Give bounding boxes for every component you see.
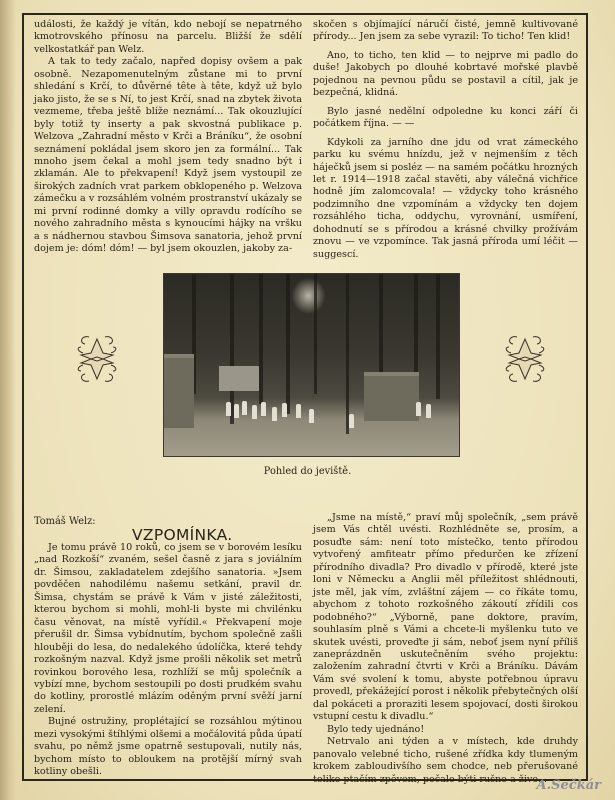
scan-signature: A.Sečkár xyxy=(536,778,601,793)
paragraph: Bylo tedy ujednáno! xyxy=(327,723,425,735)
paragraph: Bylo jasné nedělní odpoledne ku konci září či počátkem října. — — xyxy=(313,105,578,130)
article-author: Tomáš Welz: xyxy=(34,516,96,527)
paragraph: Ano, to ticho, ten klid — to nejprve mi padlo do duše! Jakobych po dlouhé kobrtavé mořské plavbě pojednou na pevnou půdu se postavil a cítil, jak je bezpečná, klidná. xyxy=(313,49,578,99)
text-column-bottom-left xyxy=(34,542,302,779)
page-binding-shadow xyxy=(0,0,16,800)
text-column-bottom-right xyxy=(313,512,578,786)
paragraph: události, že každý je vítán, kdo nebojí se nepatrného kmotrovského přínosu na parcelu. Bližší že sdělí velkostatkář pan Welz. xyxy=(34,19,302,55)
paragraph: „Jsme na místě,“ praví můj společník, „sem právě jsem Vás chtěl uvésti. Rozhlédněte se, prosím, a posuďte sám: není toto místečko, tento přírodou vytvořený amfiteatr přímo předurčen ke zřízení přírodního divadla? Pro divadlo v přírodě, které jste loni v Německu a Anglii měl příležitost shlédnouti, jste měl, jak vím, zvláštní zájem — co říkáte tomu, abychom z tohoto rozkošného zákoutí zřídili cos podobného?“ „Výborně, pane doktore, pravím, souhlasím plně s Vámi a chcete-li myšlenku tuto ve skutek uvésti, proveďte ji sám, neboť jsem nyní příliš zaneprázdněn uskutečněním svého projektu: založením zahradní čtvrti v Krči a Bráníku. Dávám Vám své svolení k tomu, abyste potřebnou úpravu provedl, překážející porost i několik přebytečných olší dal pokáceti a proraziti lesem spojovací, dosti širokou vstupní cestu k divadlu.“ xyxy=(313,512,578,723)
article-title: VZPOMÍNKA. xyxy=(132,526,233,544)
paragraph: Bujné ostružiny, proplétající se rozsáhlou mýtinou mezi vysokými štíhlými olšemi a močálovitá půda úpatí svahu, po němž jsme opatrně sestupovali, nutily nás, bychom místo to obloukem na protější mírný svah kotliny obešli. xyxy=(34,716,302,778)
paragraph: Kdykoli za jarního dne jdu od vrat zámeckého parku ku svému hnízdu, jež v nejmenším z těch háječků jsem si posléz — na samém počátku hrozných let r. 1914—1918 začal stavěti, aby válečná vichřice hodně jím zalomcovala! — vždycky toho krásného podzimního dne vzpomínám a vždycky ten dojem rozsáhlého ticha, oddychu, vyrovnání, usmíření, dohodnutí se s přírodou a krásné chvilky prožívám znovu — ve vzpomínce. Tak jasná příroda umí léčit — suggescí. xyxy=(313,136,578,260)
paragraph: Je tomu právě 10 roků, co jsem se v borovém lesíku „nad Rozkoší“ zvaném, sešel časně z jara s joviálním dr. Šimsou, zakladatelem zdejšího sanatoria. »Jsem povděčen nahodilému našemu setkání, pravil dr. Šimsa, chystám se právě k Vám v jisté záležitosti, kterou bychom si mohli, mohl-li byste mi chvilénku času věnovat, na místě vyřídil.« Překvapení moje přerušil dr. Šimsa vybídnutím, bychom společně zašli hlouběji do lesa, do nedalekého údolíčka, které tehdy rozkošným nazval. Když jsme prošli několik set metrů rovinkou borového lesa, rozhlíží se můj společník a vybízí mne, bychom sestoupili po dosti prudkém svahu do kotliny, prorostlé mlázím oděným první svěží jarní zelení. xyxy=(34,542,302,715)
text-column-top-left xyxy=(34,19,302,256)
text-column-top-right xyxy=(313,19,578,261)
paragraph: A tak to tedy začalo, napřed dopisy ovšem a pak osobně. Nezapomenutelným zůstane mi to první shledání s Krčí, to důvěrné tête à tête, když už bylo jako jisto, že se s Ní, to jest Krčí, snad na zbytek života vezmeme, třeba ještě blíže neznámí... Tak okouzlující byly totiž ty inserty a pak skvostná publikace p. Welzova „Zahradní město v Krči a Bráníku“, že osobní seznámení pokládal jsem skoro jen za formální... Tak mnoho jsem čekal a mohl jsem tedy snadno být i zklamán. Ale to překvapení! Když jsem vystoupil ze širokých zadních vrat parkem obklopeného p. Welzova zámečku a v rozsáhlém volném prostranství ukázaly se mi první rodinné domky a villy opravdu rodícího se nového zahradního města s kynoucími hájky na vršku a s nádhernou stavbou Šimsova sanatoria, jehož první dojem je: dóm! dóm! — byl jsem okouzlen, jakoby za- xyxy=(34,56,302,255)
paragraph: skočen s objímající náručí čisté, jemně kultivované přírody... Jen jsem za sebe vyrazil: To ticho! Ten klid! xyxy=(313,19,578,43)
paragraph: Netrvalo ani týden a v místech, kde druhdy panovalo velebné ticho, rušené zřídka kdy tlumeným krokem zabloudivšího sem chodce, neb přerušované toliko ptačím zpěvem, počalo býti rušno a živo... xyxy=(313,736,578,785)
photo-caption: Pohled do jeviště. xyxy=(263,466,352,477)
floral-ornament-icon xyxy=(505,333,545,385)
floral-ornament-icon xyxy=(77,333,117,385)
stage-photograph xyxy=(163,273,460,457)
